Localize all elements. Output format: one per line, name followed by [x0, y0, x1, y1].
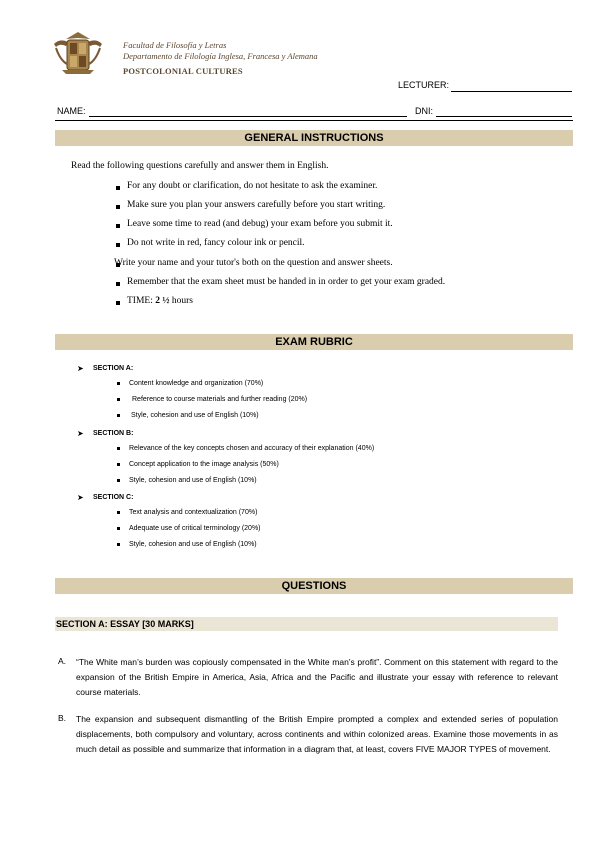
- bullet-icon: [117, 447, 120, 450]
- question-text: The expansion and subsequent dismantling of the British Empire prompted a complex and extended series of population displacements, both compulsory and voluntary, across continents and within colonized areas. Examine those movements in as much detail as possible and summarize that information in a diagram that, at least, covers FIVE MAJOR TYPES of movement.: [76, 714, 558, 755]
- questions-heading: QUESTIONS: [55, 578, 573, 594]
- university-seal-logo: [50, 30, 106, 76]
- bullet-icon: [116, 205, 120, 209]
- bullet-icon: [117, 527, 120, 530]
- time-unit: hours: [171, 296, 193, 306]
- arrow-bullet-icon: ➤: [77, 429, 84, 438]
- bullet-icon: [117, 543, 120, 546]
- rubric-criterion: Relevance of the key concepts chosen and accuracy of their explanation (40%): [129, 445, 375, 452]
- rubric-criterion: Style, cohesion and use of English (10%): [131, 412, 259, 419]
- arrow-bullet-icon: ➤: [77, 493, 84, 502]
- instruction-item: Leave some time to read (and debug) your exam before you submit it.: [127, 219, 393, 229]
- name-label: NAME:: [57, 106, 86, 116]
- bullet-icon: [117, 382, 120, 385]
- instruction-item: Make sure you plan your answers carefully before you start writing.: [127, 200, 386, 210]
- lecturer-label: LECTURER:: [398, 80, 450, 90]
- section-a-title: SECTION A: ESSAY [30 MARKS]: [56, 619, 194, 629]
- bullet-icon: [116, 186, 120, 190]
- rubric-criterion: Concept application to the image analysis (50%): [129, 461, 279, 468]
- rubric-criterion: Style, cohesion and use of English (10%): [129, 477, 257, 484]
- bullet-icon: [116, 243, 120, 247]
- instruction-item: Remember that the exam sheet must be handed in in order to get your exam graded.: [127, 277, 446, 287]
- rubric-criterion: Content knowledge and organization (70%): [129, 380, 264, 387]
- arrow-bullet-icon: ➤: [77, 364, 84, 373]
- bullet-icon: [117, 479, 120, 482]
- name-field[interactable]: [89, 116, 407, 117]
- time-value: 2 ½: [155, 296, 170, 306]
- time-line: [127, 296, 193, 306]
- instruction-item: Write your name and your tutor's both on the question and answer sheets.: [114, 258, 393, 268]
- faculty-name: Facultad de Filosofía y Letras Departamento de Filología Inglesa, Francesa y Alemana: [123, 40, 318, 61]
- bullet-icon: [116, 224, 120, 228]
- instruction-item: Do not write in red, fancy colour ink or pencil.: [127, 238, 305, 248]
- rubric-section-label: SECTION C:: [93, 494, 134, 501]
- general-instructions-heading: GENERAL INSTRUCTIONS: [55, 130, 573, 146]
- bullet-icon: [117, 511, 120, 514]
- time-label: TIME:: [127, 296, 153, 306]
- rubric-criterion: Reference to course materials and further reading (20%): [132, 396, 308, 403]
- bullet-icon: [117, 398, 120, 401]
- dni-field[interactable]: [436, 116, 572, 117]
- question-letter: A.: [58, 656, 67, 666]
- rubric-criterion: Text analysis and contextualization (70%): [129, 509, 258, 516]
- course-title: POSTCOLONIAL CULTURES: [123, 66, 243, 76]
- bullet-icon: [116, 301, 120, 305]
- bullet-icon: [117, 414, 120, 417]
- question-letter: B.: [58, 713, 67, 723]
- dni-label: DNI:: [415, 106, 433, 116]
- instructions-intro: Read the following questions carefully and answer them in English.: [71, 161, 329, 171]
- rubric-criterion: Adequate use of critical terminology (20%): [129, 525, 261, 532]
- bullet-icon: [116, 282, 120, 286]
- divider: [55, 120, 573, 121]
- rubric-section-label: SECTION A:: [93, 365, 134, 372]
- question-text: “The White man’s burden was copiously compensated in the White man’s profit”. Comment on this statement with regard to the expansion of the British Empire in America, Asia, Africa and the Pacific and illustrate your essay with reference to relevant course materials.: [76, 657, 558, 698]
- instruction-item: For any doubt or clarification, do not hesitate to ask the examiner.: [127, 181, 378, 191]
- rubric-criterion: Style, cohesion and use of English (10%): [129, 541, 257, 548]
- bullet-icon: [117, 463, 120, 466]
- lecturer-field[interactable]: [451, 91, 572, 92]
- rubric-section-label: SECTION B:: [93, 430, 134, 437]
- exam-rubric-heading: EXAM RUBRIC: [55, 334, 573, 350]
